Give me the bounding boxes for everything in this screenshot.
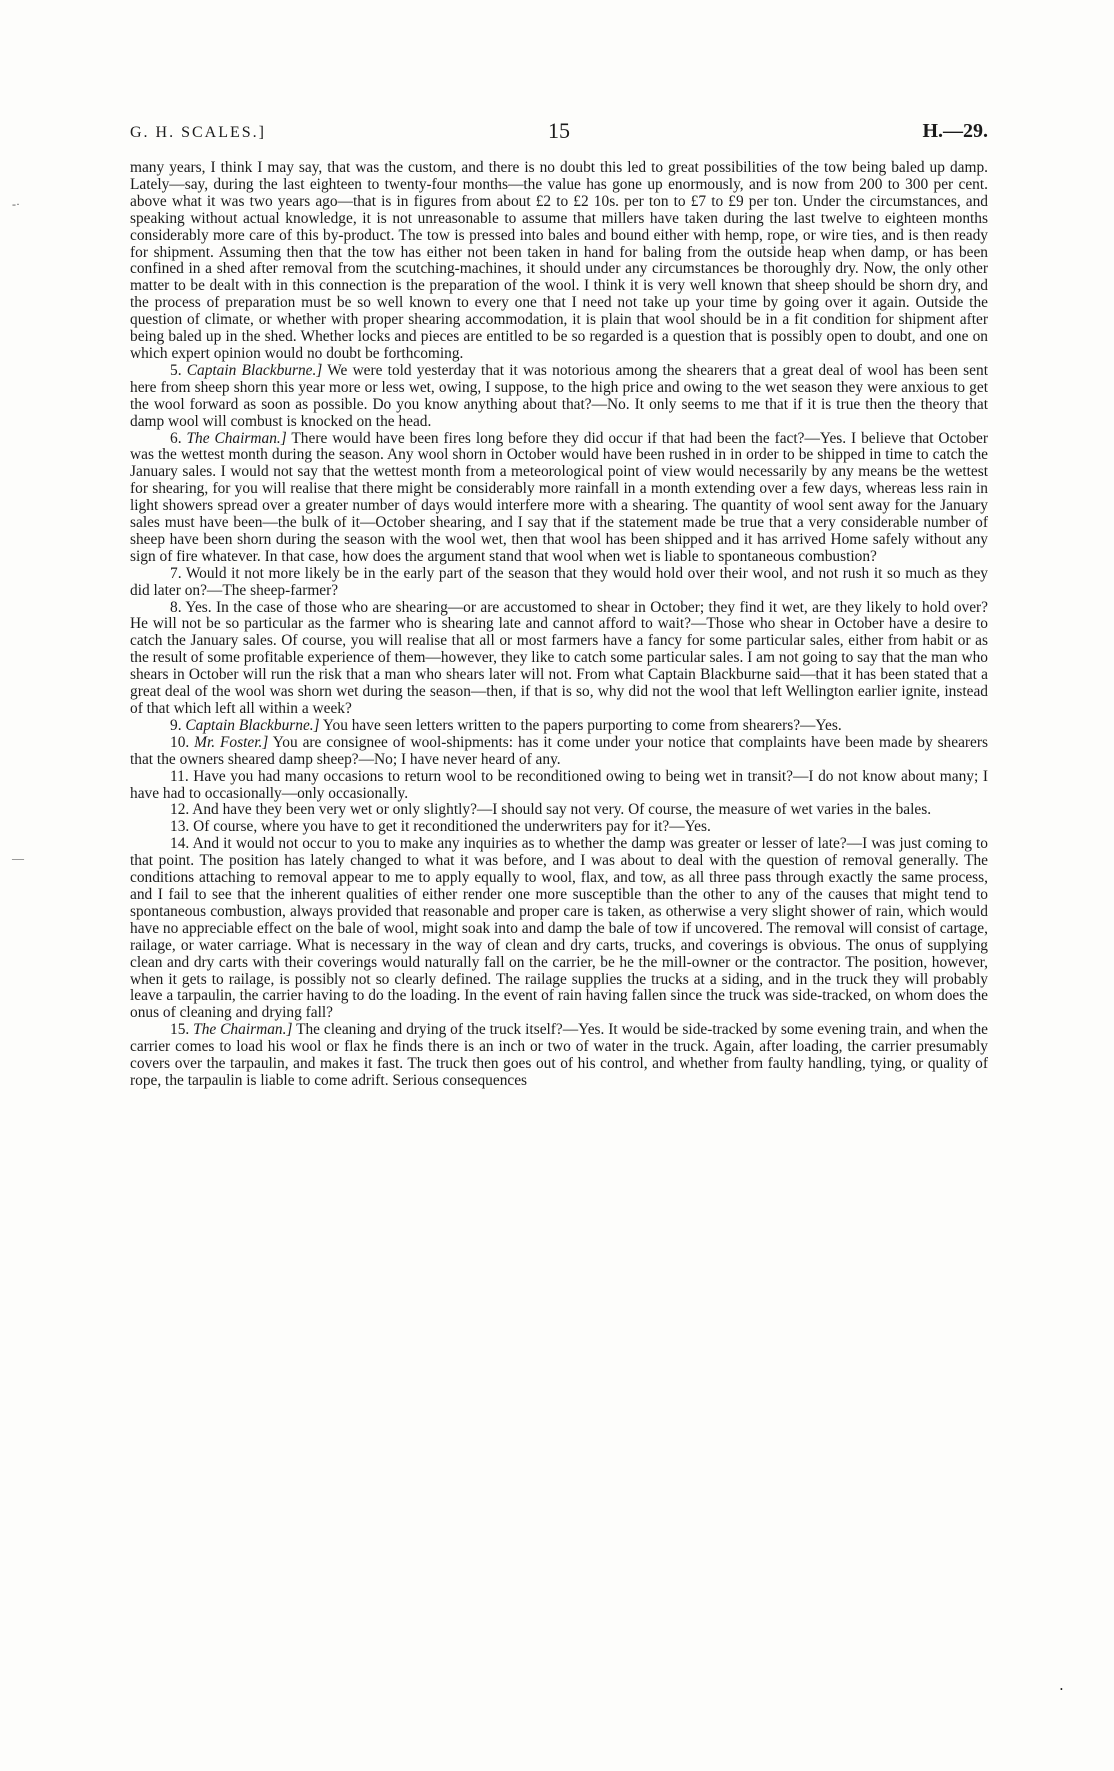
paragraph-text: Yes. In the case of those who are shearing—or are accustomed to shear in October; they find it wet, are they likely to hold over? He will not be so particular as the farmer who is shearing late and cannot afford to wait?—Those who shear in October have a desire to catch the January sales. Of course, you will realise that all or most farmers have a fancy for some particular sales, either from habit or as the result of some profitable experience of them—however, they like to catch some particular sales. I am not going to say that the man who shears in October will run the risk that a man who shears later will not. From what Captain Blackburne said—that it has been stated that a great deal of the wool was shorn wet during the season—then, if that is so, why did not the wool that left Wellington earlier ignite, instead of that which left all within a week? [130,598,988,717]
paragraph-text: We were told yesterday that it was notorious among the shearers that a great deal of wool has been sent here from sheep shorn this year more or less wet, owing, I suppose, to the high price and owing to the wet season they were anxious to get the wool forward as soon as possible. Do you know anything about that?—No. It only seems to me that if it is true then the theory that damp wool will combust is knocked on the head. [130,361,988,430]
question-number: 9. [170,716,182,734]
question-number: 11. [170,767,189,785]
question-number: 6. [170,429,182,447]
speaker-name: The Chairman.] [193,1021,293,1039]
question-number: 12. [170,801,190,819]
paragraph-text: Of course, where you have to get it reconditioned the underwriters pay for it?—Yes. [193,818,711,836]
paragraph-continuation [130,160,988,363]
paragraph-text: The cleaning and drying of the truck itself?—Yes. It would be side-tracked by some evening train, and when the carrier comes to load his wool or flax he finds there is an inch or two of water in the truck. Again, after loading, the carrier presumably covers over the tarpaulin, and makes it fast. The truck then goes out of his control, and whether from faulty handling, tying, or quality of rope, the tarpaulin is liable to come adrift. Serious consequences [130,1021,988,1089]
paragraph-text: You have seen letters written to the papers purporting to come from shearers?—Yes. [322,716,842,734]
body-text [130,160,988,1090]
question-number: 7. [170,564,182,582]
question-7 [130,566,988,600]
paragraph-text: Have you had many occasions to return wool to be reconditioned owing to being wet in transit?—I do not know about many; I have had to occasionally—only occasionally. [130,767,988,802]
question-number: 5. [170,361,182,379]
question-12 [130,802,988,819]
question-11 [130,769,988,803]
question-9 [130,718,988,735]
margin-mark: — [12,851,24,865]
question-number: 10. [170,733,190,751]
paragraph-text: And it would not occur to you to make any inquiries as to whether the damp was greater or lesser of late?—I was just coming to that point. The position has lately changed to what it was before, and I was about to deal with the question of removal generally. The conditions attaching to removal appear to me to apply equally to wool, flax, and tow, as all three pass through exactly the same process, and I fail to see that the inherent qualities of either render one more susceptible than the other to any of the causes that might tend to spontaneous combustion, always provided that reasonable and proper care is taken, as otherwise a very slight shower of rain, which would have no appreciable effect on the bale of wool, might soak into and damp the bale of tow if uncovered. The removal will consist of cartage, railage, or water carriage. What is necessary in the way of clean and dry carts, trucks, and coverings is obvious. The onus of supplying clean and dry carts with their coverings would naturally fall on the carrier, be he the mill-owner or the contractor. The position, however, when it gets to railage, is possibly not so clearly defined. The railage supplies the trucks at a siding, and in the truck they will probably leave a tarpaulin, the carrier having to do the loading. In the event of rain having fallen since the truck was side-tracked, on whom does the onus of cleaning and drying fall? [130,835,988,1022]
question-6 [130,431,988,566]
margin-mark: • [1060,1685,1063,1694]
document-reference: H.—29. [922,120,988,142]
page-header [130,118,988,148]
question-15 [130,1022,988,1090]
speaker-name: Captain Blackburne.] [185,716,320,734]
paragraph-text: There would have been fires long before they did occur if that had been the fact?—Yes. I believe that October was the wettest month during the season. Any wool shorn in October would have been rushed in in order to be shipped in time to catch the January sales. I would not say that the wettest month from a meteorological point of view would necessarily by any means be the wettest for shearing, for you will realise that there might be considerably more rainfall in a month extending over a few days, whereas less rain in light showers spread over a greater number of days would interfere more with a shearing. The quantity of wool sent away for the January sales must have been—the bulk of it—October shearing, and I say that if the statement made be true that a very considerable number of sheep have been shorn during the season with the wool wet, then that wool has been shipped and it has arrived Home safely without any sign of fire whatever. In that case, how does the argument stand that wool when wet is liable to spontaneous combustion? [130,429,989,565]
question-8 [130,600,988,718]
page-number: 15 [548,118,570,143]
speaker-name: The Chairman.] [186,429,287,447]
witness-name: G. H. SCALES.] [130,124,267,141]
paragraph-text: Would it not more likely be in the early part of the season that they would hold over their wool, and not rush it so much as they did later on?—The sheep-farmer? [130,564,988,599]
speaker-name: Captain Blackburne.] [186,361,323,379]
question-13 [130,819,988,836]
paragraph-text: many years, I think I may say, that was the custom, and there is no doubt this led to great possibilities of the tow being baled up damp. Lately—say, during the last eighteen to twenty-four months—the value has gone up enormously, and is now from 200 to 300 per cent. above what it was two years ago—that is in figures from about £2 to £2 10s. per ton to £7 to £9 per ton. Under the circumstances, and speaking without actual knowledge, it is not unreasonable to assume that millers have taken during the last twelve to eighteen months considerably more care of this by-product. The tow is pressed into bales and bound either with hemp, rope, or wire ties, and is then ready for shipment. Assuming then that the tow has either not been taken in hand for baling from the outside heap when damp, or has been confined in a shed after removal from the scutching-machines, it should under any circumstances be thoroughly dry. Now, the only other matter to be dealt with in this connection is the preparation of the wool. I think it is very well known that sheep should be shorn dry, and the process of preparation must be so well known to every one that I need not take up your time by going over it again. Outside the question of climate, or whether with proper shearing accommodation, it is plain that wool should be in a fit condition for shipment after being baled up in the shed. Whether locks and pieces are entitled to be so regarded is a question that is possibly open to doubt, and one on which expert opinion would no doubt be forthcoming. [130,159,988,362]
question-5 [130,363,988,431]
question-number: 15. [170,1021,190,1039]
question-number: 13. [170,818,190,836]
question-number: 14. [170,835,190,853]
question-10 [130,735,988,769]
margin-mark: -· [12,197,20,211]
paragraph-text: You are consignee of wool-shipments: has it come under your notice that complaints have been made by shearers that the owners sheared damp sheep?—No; I have never heard of any. [130,733,988,768]
question-14 [130,836,988,1022]
speaker-name: Mr. Foster.] [194,733,269,751]
question-number: 8. [170,598,182,616]
paragraph-text: And have they been very wet or only slightly?—I should say not very. Of course, the measure of wet varies in the bales. [192,801,932,819]
